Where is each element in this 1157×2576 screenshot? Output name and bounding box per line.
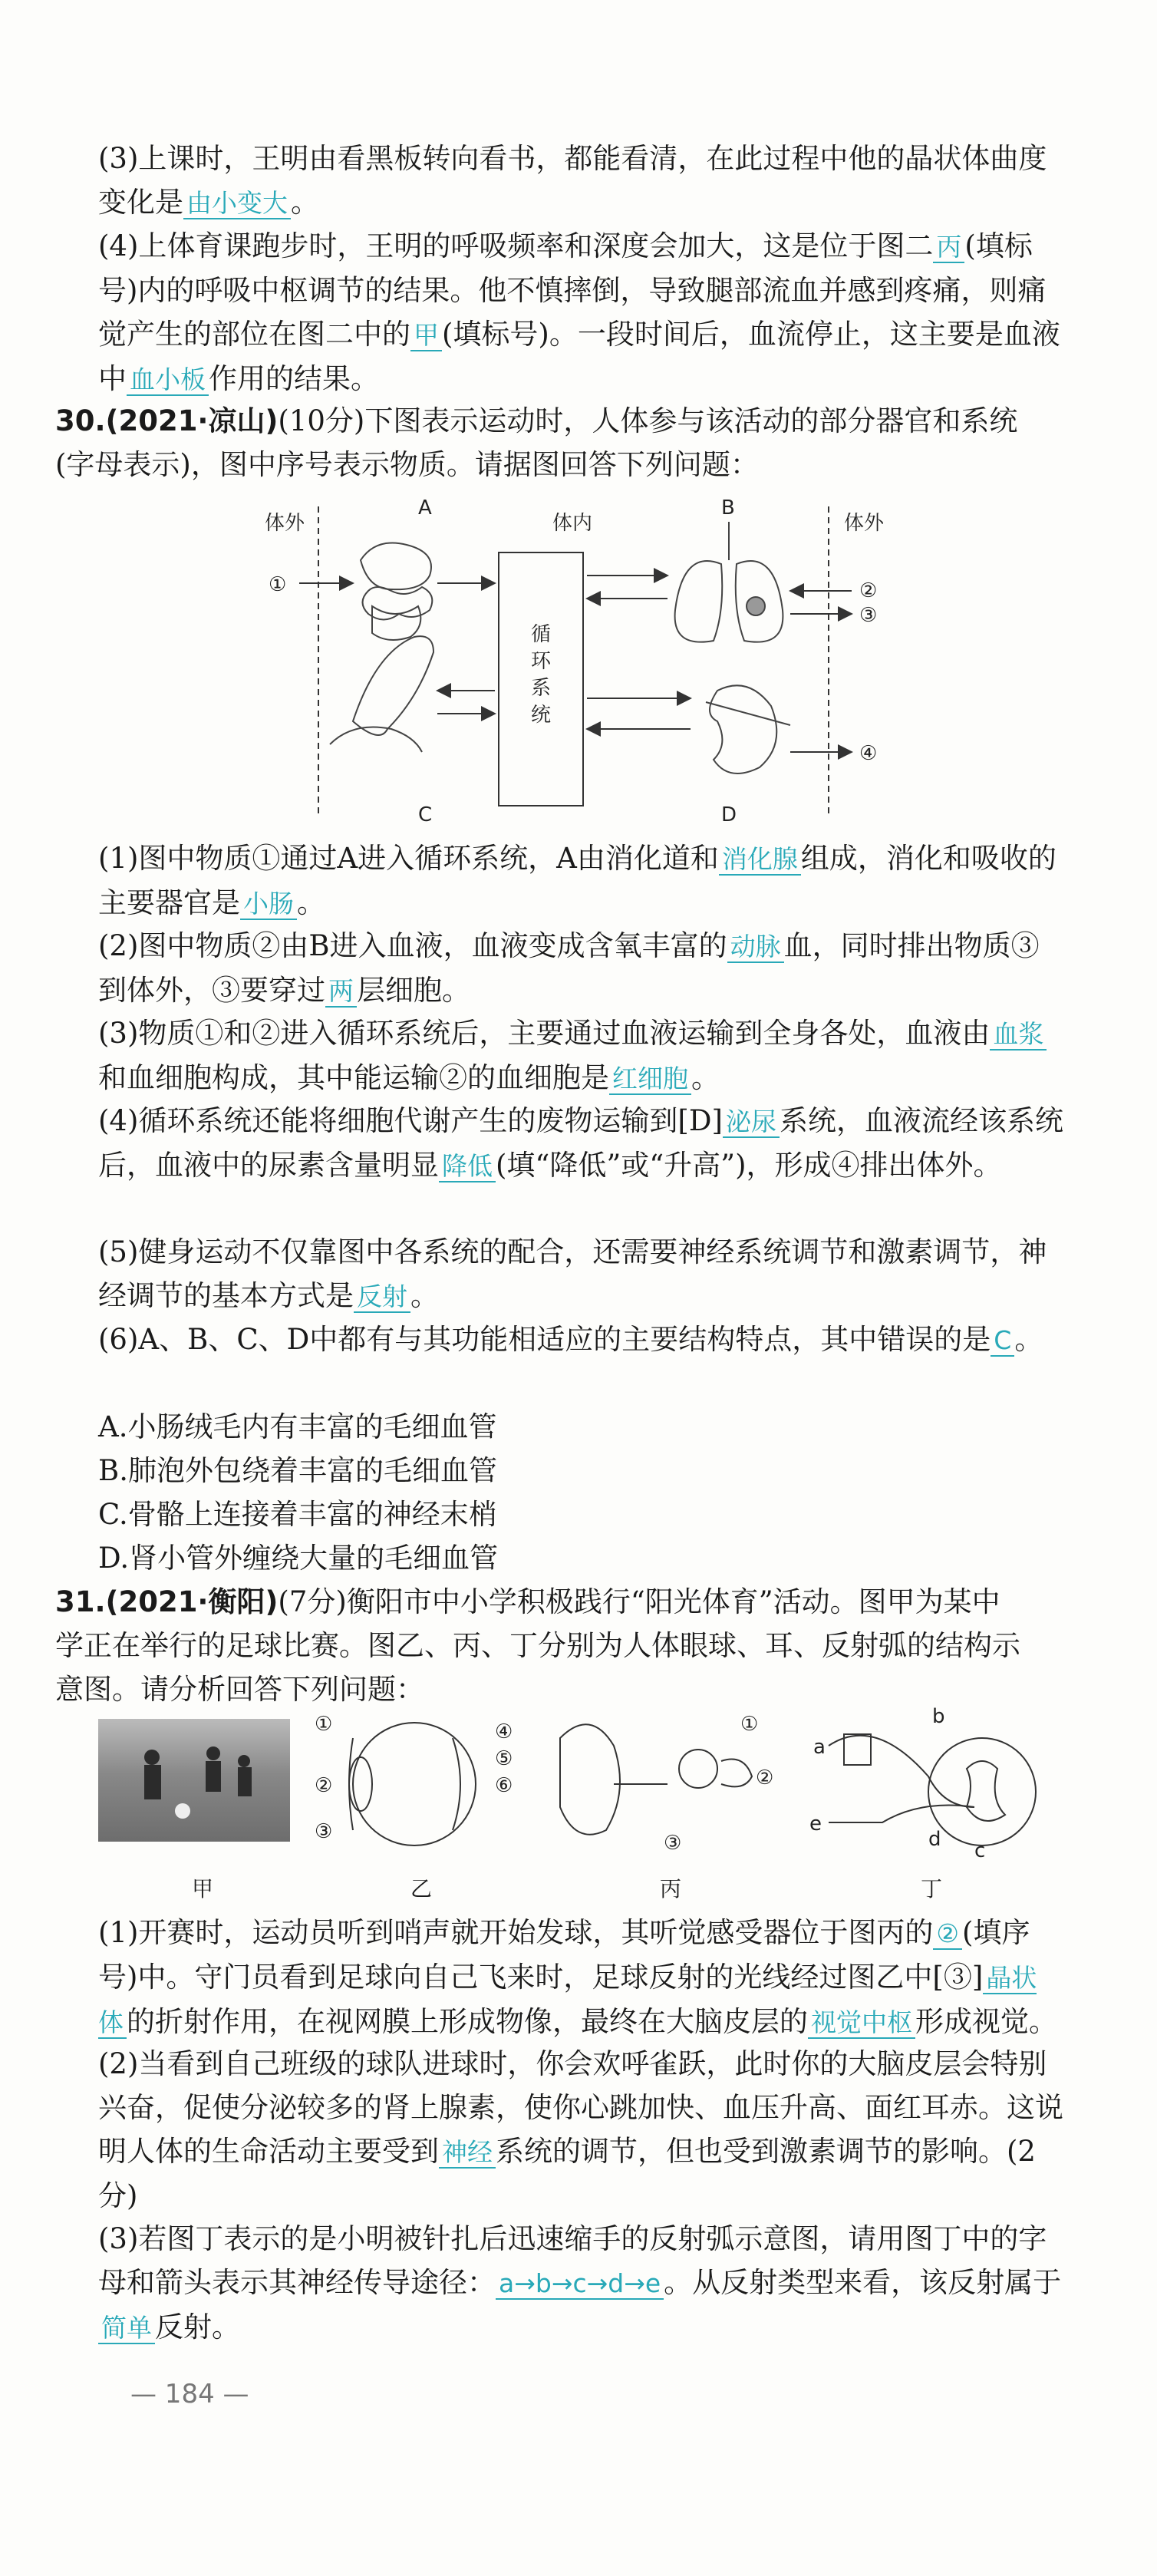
q30-option-a: A.小肠绒毛内有丰富的毛细血管 — [98, 1410, 497, 1443]
q29-part4: (4)上体育课跑步时，王明的呼吸频率和深度会加大，这是位于图二 丙 (填标号)内的呼吸中枢调节的结果。他不慎摔倒，导致腿部流血并感到疼痛，则痛觉产生的部位在图二中的 甲 (填标号)。一段时间后，血流停止，这主要是血液中 血小板 作用的结果。 — [98, 229, 1060, 395]
q30-sub1: (1)图中物质①通过A进入循环系统，A由消化道和 消化腺 组成，消化和吸收的主要器官是 小肠 。 — [98, 842, 1056, 919]
digestive-system-drawing — [361, 543, 432, 641]
q29-part3: (3)上课时，王明由看黑板转向看书，都能看清，在此过程中他的晶状体曲度变化是 由小变大 。 — [98, 142, 1047, 219]
svg-text:环: 环 — [531, 650, 552, 673]
eye-label-6: ⑥ — [495, 1774, 513, 1797]
svg-text:循: 循 — [531, 623, 552, 646]
answer-conduction-path: a→b→c→d→e — [496, 2268, 664, 2300]
eye-label-2: ② — [315, 1774, 333, 1797]
eye-label-5: ⑤ — [495, 1747, 513, 1770]
q30-sub6: (6)A、B、C、D中都有与其功能相适应的主要结构特点，其中错误的是 C 。 — [98, 1323, 1043, 1356]
arm-muscle-drawing — [330, 636, 433, 752]
arc-label-e: e — [809, 1812, 822, 1836]
lungs-drawing — [675, 522, 783, 642]
eye-label-1: ① — [315, 1713, 333, 1736]
q30-sub5: (5)健身运动不仅靠图中各系统的配合，还需要神经系统调节和激素调节，神经调节的基本方式是 反射 。 — [98, 1235, 1047, 1312]
answer-reflex: 反射 — [354, 1281, 410, 1313]
label-D: D — [721, 803, 737, 826]
answer-cell-layers: 两 — [325, 976, 357, 1008]
q30-circulation-diagram — [238, 491, 959, 829]
q31-sub3: (3)若图丁表示的是小明被针扎后迅速缩手的反射弧示意图，请用图丁中的字母和箭头表示其神经传导途径： a→b→c→d→e 。从反射类型来看，该反射属于简单 反射。 — [98, 2222, 1062, 2343]
answer-pain-site: 甲 — [410, 320, 442, 351]
marker-2: ② — [859, 579, 878, 602]
q30-sub3: (3)物质①和②进入循环系统后，主要通过血液运输到全身各处，血液由 血浆和血细胞构成，其中能运输②的血细胞是 红细胞 。 — [98, 1011, 1065, 1100]
svg-text:系: 系 — [531, 677, 552, 700]
answer-nervous: 神经 — [439, 2137, 496, 2169]
ear-diagram — [545, 1707, 783, 1861]
answer-plasma: 血浆 — [990, 1019, 1047, 1051]
q31-sub2: (2)当看到自己班级的球队进球时，你会欢呼雀跃，此时你的大脑皮层会特别兴奋，促使分泌较多的肾上腺素，使你心跳加快、血压升高、面红耳赤。这说明人体的生命活动主要受到 神经 系统的调节，但也受到激素调节的影响。(2分) — [98, 2047, 1063, 2212]
label-B: B — [721, 496, 735, 519]
answer-platelet: 血小板 — [127, 364, 209, 396]
svg-text:统: 统 — [531, 704, 552, 727]
answer-simple: 简单 — [98, 2313, 155, 2344]
marker-4: ④ — [859, 742, 878, 765]
arc-label-c: c — [974, 1839, 986, 1862]
ear-label-3: ③ — [664, 1832, 682, 1855]
arc-label-d: d — [928, 1828, 941, 1851]
label-C: C — [418, 803, 433, 826]
caption-jia: 甲 — [192, 1876, 214, 1901]
ear-label-2: ② — [756, 1766, 774, 1789]
q31-sub1: (1)开赛时，运动员听到哨声就开始发球，其听觉感受器位于图丙的 ② (填序号)中。守门员看到足球向自己飞来时，足球反射的光线经过图乙中[③] 晶状体 的折射作用，在视网膜上形成物像，最终在大脑皮层的 视觉中枢 形成视觉。 — [98, 1916, 1057, 2038]
answer-lens-change: 由小变大 — [183, 188, 291, 219]
caption-bing: 丙 — [660, 1876, 682, 1901]
answer-wrong-option: C — [991, 1325, 1014, 1357]
caption-yi: 乙 — [410, 1876, 433, 1901]
page-number: — 184 — — [130, 2379, 249, 2409]
answer-red-blood-cell: 红细胞 — [609, 1064, 691, 1095]
arc-label-b: b — [932, 1705, 945, 1728]
label-inside: 体内 — [552, 512, 593, 535]
football-match-photo — [98, 1719, 290, 1842]
caption-ding: 丁 — [921, 1876, 943, 1901]
reflex-arc-diagram — [798, 1700, 1043, 1869]
kidney-drawing — [706, 685, 790, 773]
q30-sub4: (4)循环系统还能将细胞代谢产生的废物运输到[D] 泌尿 系统，血液流经该系统后，血液中的尿素含量明显 降低 (填“降低”或“升高”)，形成④排出体外。 — [98, 1104, 1063, 1182]
ear-label-1: ① — [740, 1713, 759, 1736]
q30-sub2: (2)图中物质②由B进入血液，血液变成含氧丰富的 动脉 血，同时排出物质③到体外，③要穿过 两 层细胞。 — [98, 929, 1040, 1007]
answer-arterial: 动脉 — [727, 932, 784, 963]
eye-diagram — [299, 1707, 529, 1861]
eye-label-3: ③ — [315, 1820, 333, 1843]
answer-respiratory-center: 丙 — [933, 232, 964, 263]
q30-option-c: C.骨骼上连接着丰富的神经末梢 — [98, 1498, 497, 1531]
q30-stem: 30.(2021·凉山)(10分)下图表示运动时，人体参与该活动的部分器官和系统(字母表示)，图中序号表示物质。请据图回答下列问题： — [55, 404, 1018, 481]
answer-cochlea: ② — [933, 1918, 962, 1950]
label-outside-right: 体外 — [844, 512, 885, 535]
marker-3: ③ — [859, 604, 878, 627]
eye-label-4: ④ — [495, 1720, 513, 1743]
label-A: A — [418, 496, 432, 519]
q30-option-d: D.肾小管外缠绕大量的毛细血管 — [98, 1542, 499, 1575]
arc-label-a: a — [813, 1736, 826, 1759]
q31-stem: 31.(2021·衡阳)(7分)衡阳市中小学积极践行“阳光体育”活动。图甲为某中学正在举行的足球比赛。图乙、丙、丁分别为人体眼球、耳、反射弧的结构示意图。请分析回答下列问题： — [55, 1585, 1020, 1706]
marker-1: ① — [269, 573, 287, 596]
answer-visual-center: 视觉中枢 — [808, 2007, 915, 2039]
answer-digestive-gland: 消化腺 — [719, 844, 801, 876]
answer-lens: 晶状体 — [98, 1963, 1037, 2037]
label-outside-left: 体外 — [265, 512, 305, 535]
answer-decrease: 降低 — [439, 1151, 496, 1182]
answer-urinary: 泌尿 — [723, 1107, 780, 1138]
answer-small-intestine: 小肠 — [240, 889, 297, 920]
q30-option-b: B.肺泡外包绕着丰富的毛细血管 — [98, 1454, 497, 1487]
